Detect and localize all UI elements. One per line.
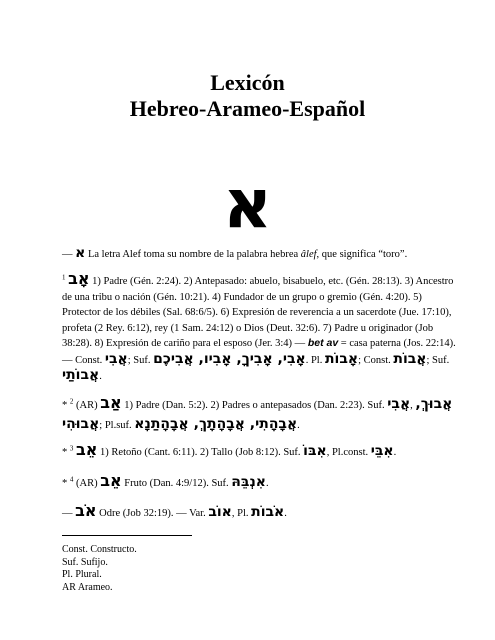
entry-4-suf: אִנְבֵּהּ: [231, 474, 266, 490]
note-item: Suf. Sufijo.: [62, 556, 108, 568]
entry-4-prefix: *: [62, 478, 70, 489]
entry-1-plural-const: אֲבוֹת: [393, 350, 427, 367]
entry-4-headword: אֵב: [100, 471, 122, 490]
entry-1-plural: אָבוֹת: [324, 350, 359, 367]
entry-5-var: אוֹב: [208, 504, 232, 520]
entry-5-dash: —: [62, 508, 76, 519]
entry-2-number: 2: [69, 397, 74, 406]
entry-2-text3: ; Pl.suf.: [99, 420, 135, 431]
entry-1-plural-suf: אֲבוֹתַי: [62, 367, 100, 383]
entry-2-suf: אֲבִי: [387, 396, 411, 412]
entry-1-text5: ; Const.: [358, 354, 394, 366]
footnote-divider: [62, 535, 192, 536]
entry-4-text2: .: [266, 478, 269, 489]
entry-3-text2: , Pl.const.: [326, 447, 371, 458]
entry-3-text1: 1) Retoño (Cant. 6:11). 2) Tallo (Job 8:12). Suf.: [97, 447, 304, 458]
entry-5-plural: אֹבוֹת: [251, 504, 285, 520]
entry-4-text1: Fruto (Dan. 4:9/12). Suf.: [121, 478, 232, 489]
entry-5: [62, 501, 462, 520]
entry-5-text2: , Pl.: [231, 508, 252, 519]
entry-3-headword: אֵב: [76, 440, 98, 459]
entry-2: [62, 394, 462, 435]
entry-2-suf-line: אֲבוּךְ, אֲבוּהִי: [62, 396, 453, 432]
entry-3-plural-const: אִבֵּי: [370, 443, 394, 459]
entry-1-bet-av: bet av: [307, 337, 339, 349]
page-title-line1: Lexicón: [210, 70, 285, 95]
abbreviation-notes: [62, 544, 137, 594]
note-item: Const. Constructo.: [62, 544, 137, 555]
intro-letter: א: [75, 245, 86, 261]
page-title-line2: Hebreo-Arameo-Español: [129, 96, 366, 121]
entry-1-text3: ; Suf.: [127, 354, 154, 366]
entry-1-text2: = casa paterna (Jos. 22:14). — Const.: [62, 338, 456, 366]
entry-3-number: 3: [69, 444, 74, 453]
note-item: AR Arameo.: [62, 581, 113, 593]
intro-dash: —: [62, 249, 73, 260]
entry-1-const: אֲבִי: [104, 350, 128, 367]
entry-2-headword: אַב: [100, 393, 122, 412]
entry-2-prefix: *: [62, 400, 70, 411]
entry-2-plural-suf: אֲבָהָתִי, אֲבָהָתָךְ, אֲבָהָתַנָא: [134, 416, 298, 432]
entry-4: [62, 471, 462, 490]
intro-text-a: La letra Alef toma su nombre de la palabra hebrea: [85, 249, 301, 260]
intro-paragraph: [62, 247, 462, 261]
note-item: Pl. Plural.: [62, 569, 102, 580]
entry-1-suf: אָבִי, אָבִיךָ, אָבִיו, אֲבִיכֶם: [153, 350, 306, 367]
entry-3: [62, 440, 462, 459]
entry-2-text2: ,: [410, 400, 416, 411]
entry-2-text0: (AR): [73, 400, 101, 411]
entry-3-text3: .: [393, 447, 397, 458]
entry-1-text4: . Pl.: [305, 354, 325, 366]
entry-1-text1: 1) Padre (Gén. 2:24). 2) Antepasado: abuelo, bisabuelo, etc. (Gén. 28:13). 3) Ancestro de una tribu o nación (Gén. 10:21). 4) Fundador de un grupo o gremio (Gén. 4:20). 5) Protector de los débiles (Sal. 68:6/5). 6) Expresión de reverencia a un sacerdote (Jue. 17:10), profeta (2 Rey. 6:12), rey (1 Sam. 24:12) o Dios (Deut. 32:6). 7) Padre u originador (Job 38:28). 8) Expresión de cariño para el esposo (Jer. 3:4) —: [62, 276, 454, 349]
entry-5-text3: .: [284, 508, 287, 519]
entry-1-headword: אָב: [68, 269, 90, 288]
entry-4-text0: (AR): [73, 478, 101, 489]
entry-5-headword: אֹב: [75, 501, 97, 520]
entry-5-text1: Odre (Job 32:19). — Var.: [96, 508, 209, 519]
entry-2-text4: .: [297, 420, 300, 431]
intro-alef-word: âlef: [300, 249, 317, 260]
entry-1-text6: ; Suf.: [426, 354, 450, 366]
entry-3-prefix: *: [62, 447, 70, 458]
section-letter-alef: א: [222, 165, 273, 244]
entry-2-text1: 1) Padre (Dan. 5:2). 2) Padres o antepasados (Dan. 2:23). Suf.: [121, 400, 388, 411]
intro-text-b: , que significa “toro”.: [316, 249, 408, 260]
entry-1-number: 1: [62, 273, 66, 282]
entry-1: [62, 271, 462, 385]
entry-3-suf: אִבּוֹ: [303, 443, 327, 459]
entry-4-number: 4: [69, 475, 74, 484]
entry-1-text7: .: [99, 371, 102, 382]
